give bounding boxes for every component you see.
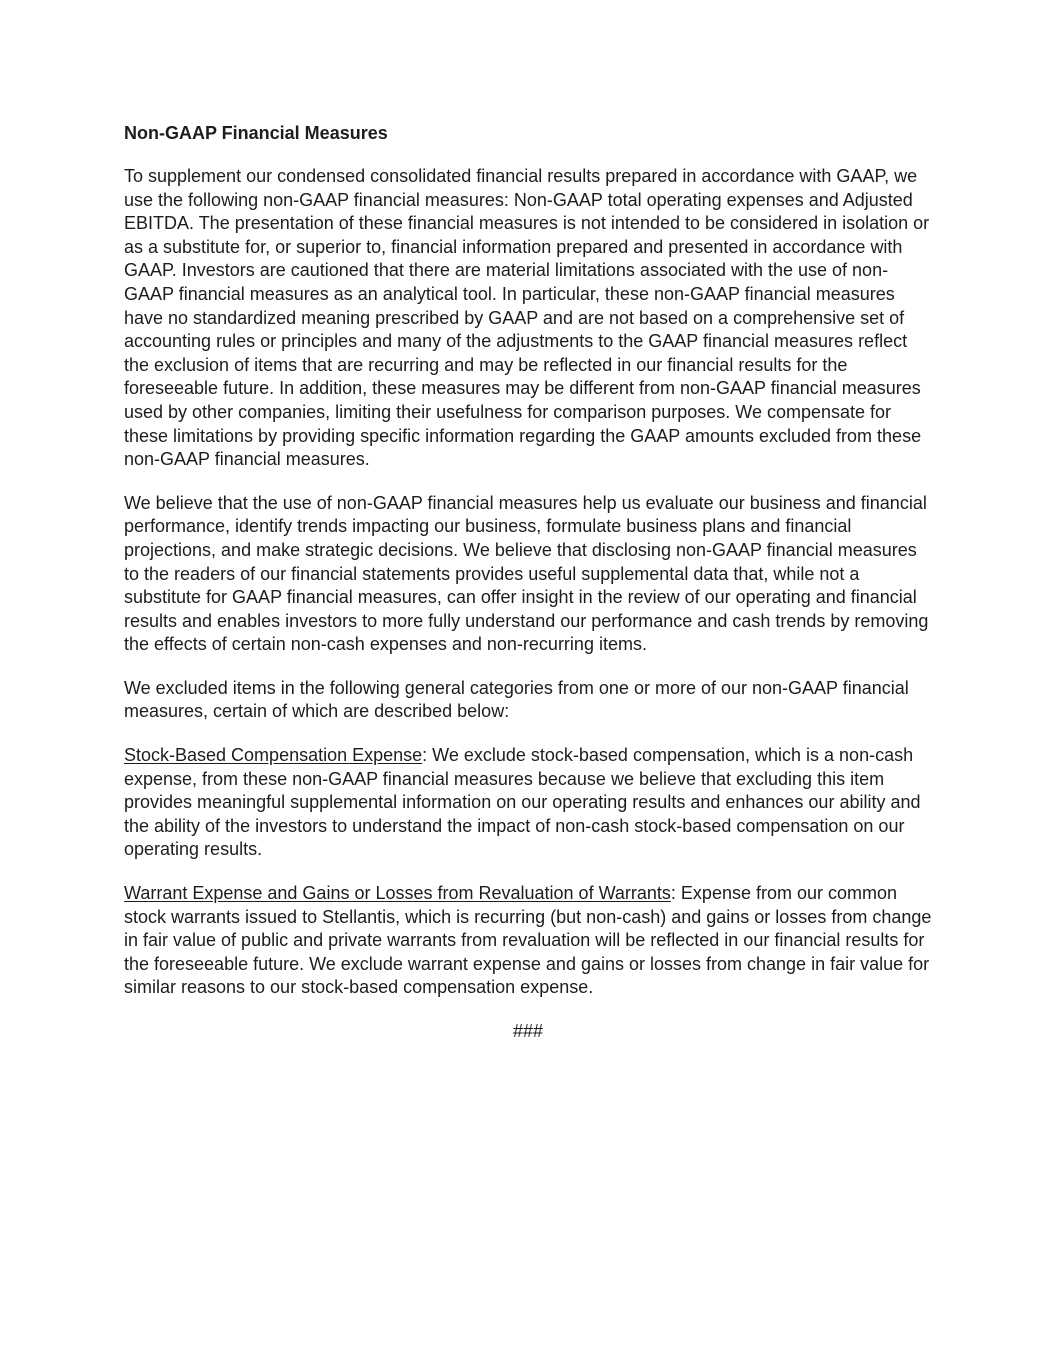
paragraph-excluded-items: We excluded items in the following general categories from one or more of our non-GAAP financial measures, certain of which are described below: (124, 677, 909, 722)
warrant-expense-title: Warrant Expense and Gains or Losses from Revaluation of Warrants (124, 883, 671, 904)
document-page (124, 121, 932, 1044)
stock-based-compensation-title: Stock-Based Compensation Expense (124, 745, 423, 766)
section-heading: Non-GAAP Financial Measures (124, 123, 388, 143)
end-of-document-mark: ### (512, 1021, 544, 1041)
warrant-expense-text: : Expense from our common stock warrants issued to Stellantis, which is recurring (but non-cash) and gains or losses from change in fair value of public and private warrants from revaluation will be reflected in our financial results for the foreseeable future. We exclude warrant expense and gains or losses from change in fair value for similar reasons to our stock-based compensation expense. (124, 883, 932, 998)
paragraph-stock-based-compensation (124, 744, 932, 862)
paragraph-warrant-expense (124, 882, 932, 1000)
paragraph-belief: We believe that the use of non-GAAP financial measures help us evaluate our business and financial performance, identify trends impacting our business, formulate business plans and financial projections, and make strategic decisions. We believe that disclosing non-GAAP financial measures to the readers of our financial statements provides useful supplemental data that, while not a substitute for GAAP financial measures, can offer insight in the review of our operating and financial results and enables investors to more fully understand our performance and cash trends by removing the effects of certain non-cash expenses and non-recurring items. (124, 492, 929, 655)
paragraph-supplement: To supplement our condensed consolidated financial results prepared in accordance with GAAP, we use the following non-GAAP financial measures: Non-GAAP total operating expenses and Adjusted EBITDA. The presentation of these financial measures is not intended to be considered in isolation or as a substitute for, or superior to, financial information prepared and presented in accordance with GAAP. Investors are cautioned that there are material limitations associated with the use of non-GAAP financial measures as an analytical tool. In particular, these non-GAAP financial measures have no standardized meaning prescribed by GAAP and are not based on a comprehensive set of accounting rules or principles and many of the adjustments to the GAAP financial measures reflect the exclusion of items that are recurring and may be reflected in our financial results for the foreseeable future. In addition, these measures may be different from non-GAAP financial measures used by other companies, limiting their usefulness for comparison purposes. We compensate for these limitations by providing specific information regarding the GAAP amounts excluded from these non-GAAP financial measures. (124, 166, 930, 470)
stock-based-compensation-text: : We exclude stock-based compensation, which is a non-cash expense, from these non-GAAP financial measures because we believe that excluding this item provides meaningful supplemental information on our operating results and enhances our ability and the ability of the investors to understand the impact of non-cash stock-based compensation on our operating results. (124, 745, 921, 860)
